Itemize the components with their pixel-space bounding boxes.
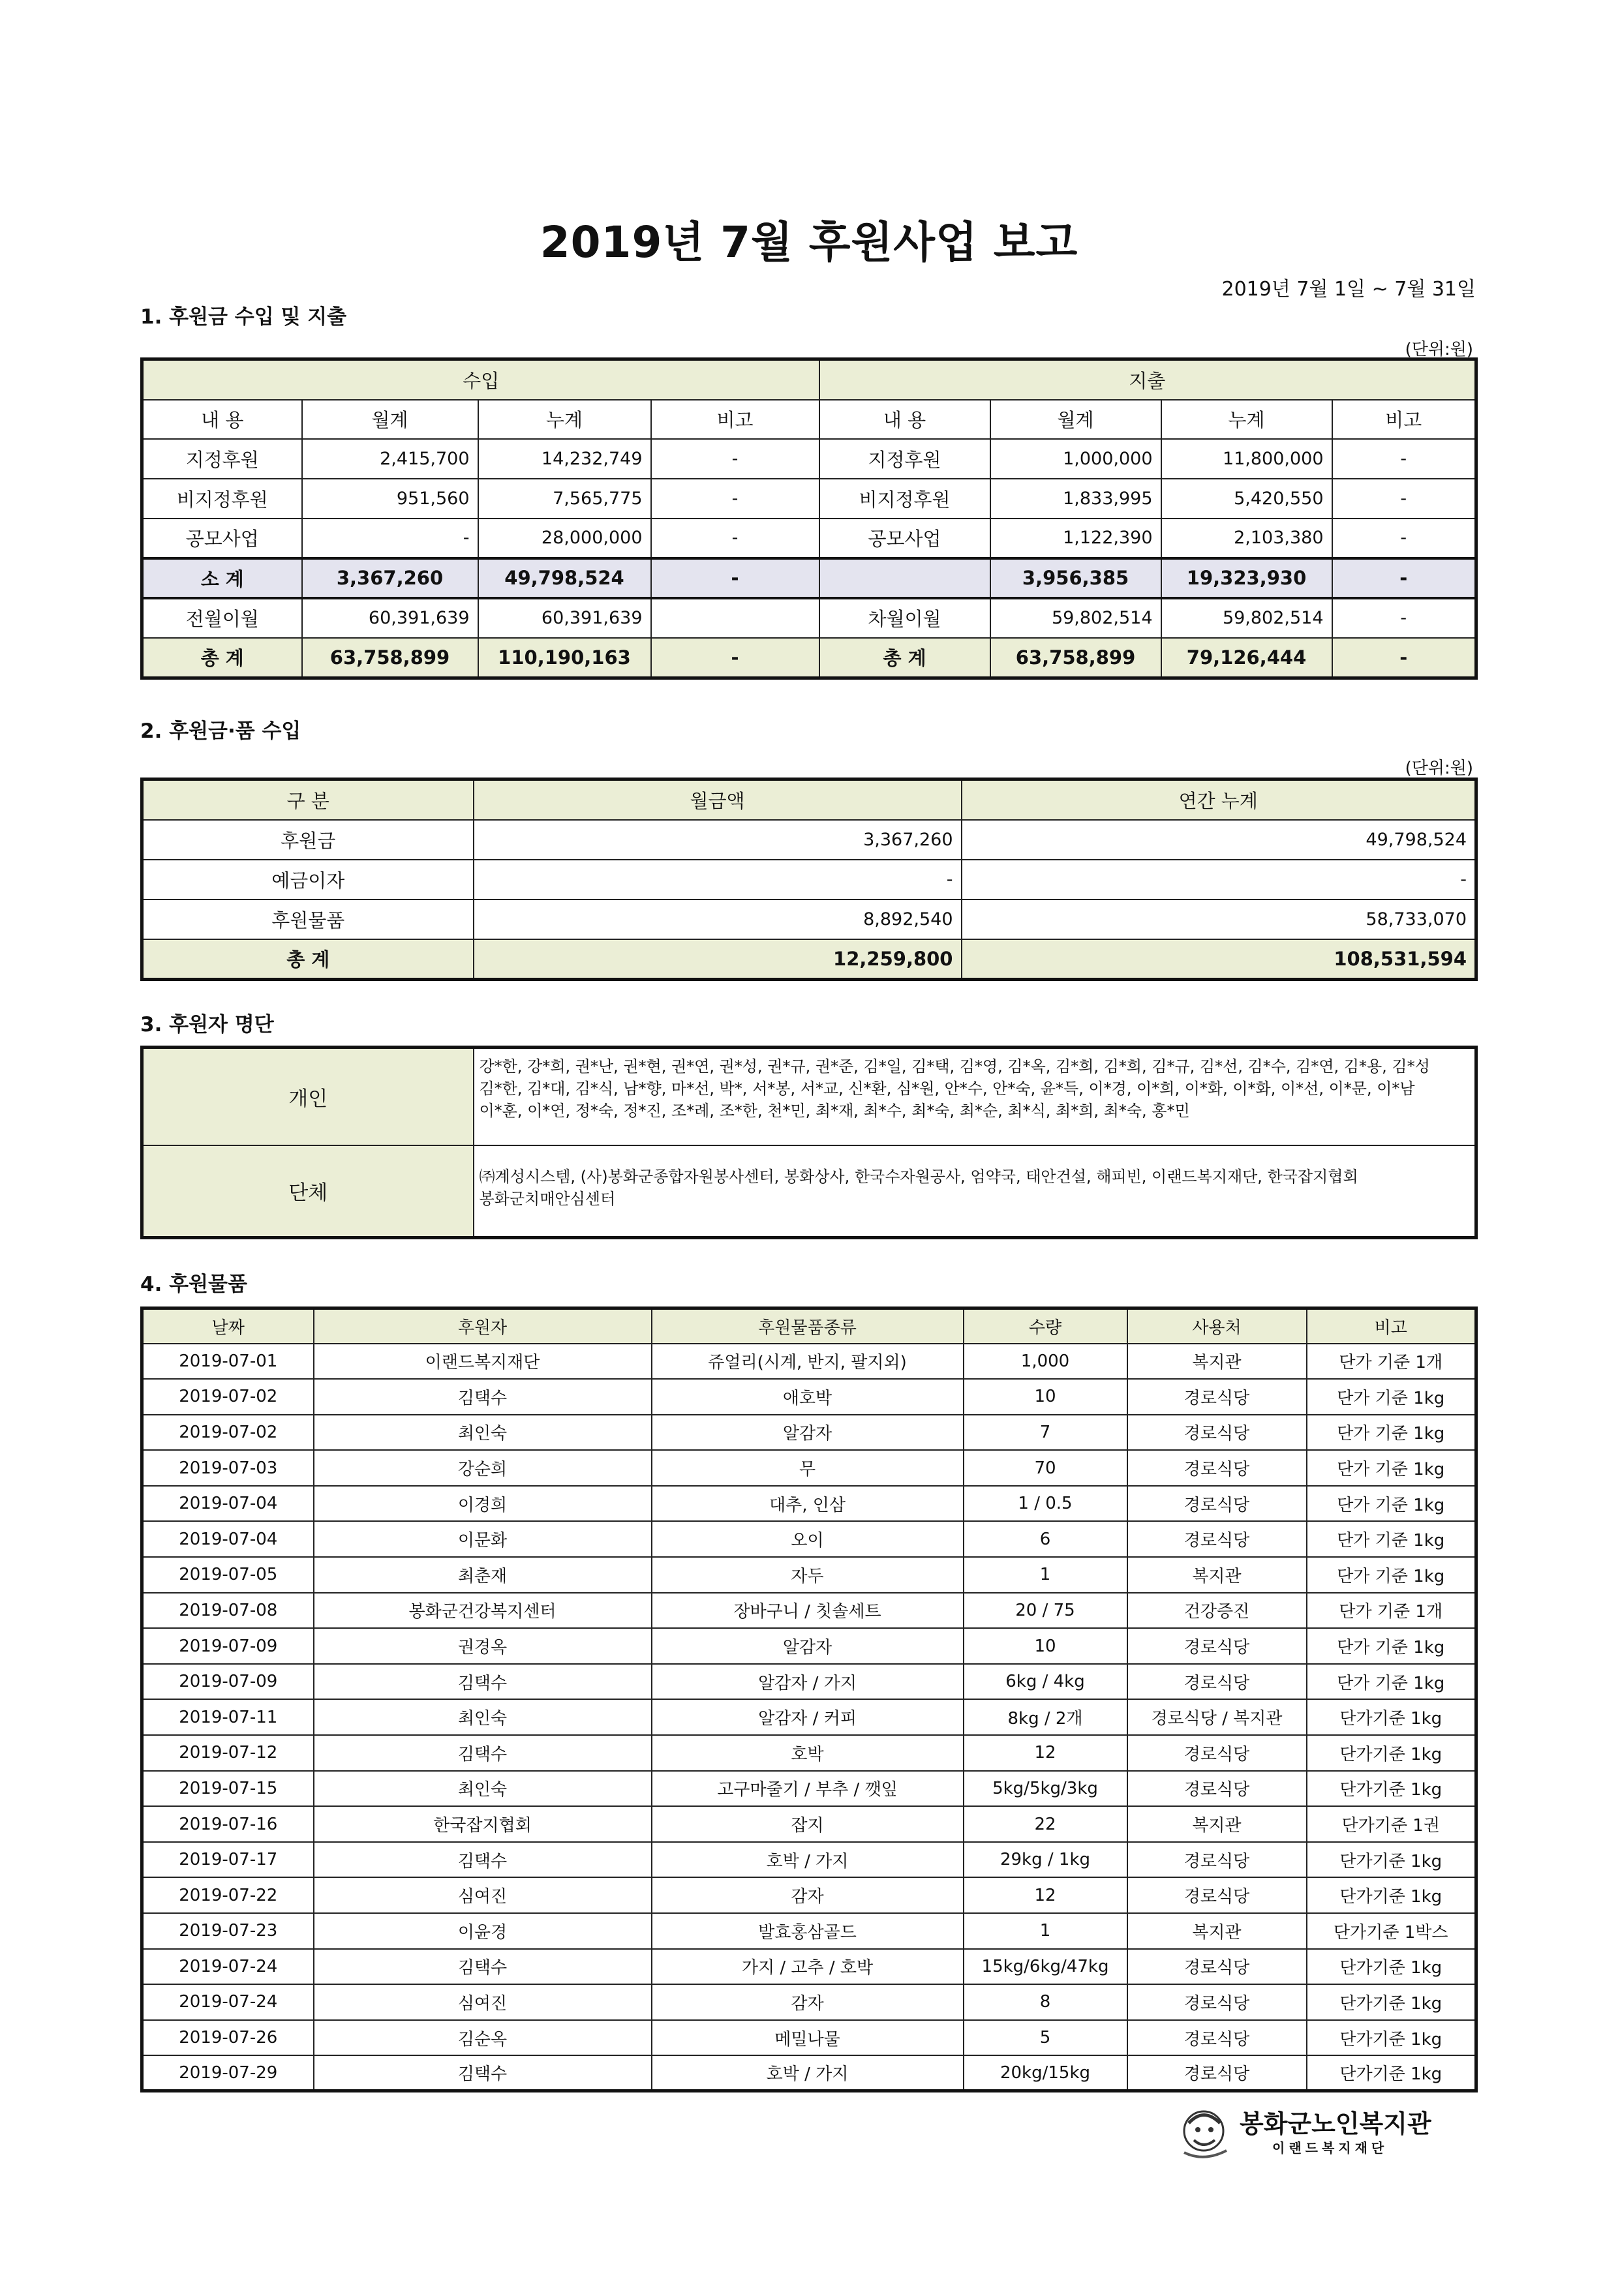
usage-cell: 복지관 xyxy=(1127,1344,1307,1380)
table-row xyxy=(142,479,1476,519)
logo-main-text: 봉화군노인복지관 xyxy=(1240,2109,1431,2138)
donor-list-table xyxy=(140,1046,1478,1239)
item-cell: 오이 xyxy=(652,1521,964,1557)
item-cell: 호박 / 가지 xyxy=(652,1842,964,1878)
date-cell: 2019-07-29 xyxy=(142,2055,314,2091)
table-row xyxy=(142,1984,1476,2020)
cell: 2,415,700 xyxy=(302,439,478,479)
table-row xyxy=(142,1842,1476,1878)
donor-line: 김*한, 김*대, 김*식, 남*향, 마*선, 박*, 서*봉, 서*교, 신*환, 심*원, 안*수, 안*숙, 윤*득, 이*경, 이*희, 이*화, 이*화, 이*선, 이*문, 이*남 xyxy=(479,1080,1415,1098)
table-row xyxy=(142,1521,1476,1557)
cell: - xyxy=(1332,439,1476,479)
total-row xyxy=(142,638,1476,678)
note-cell: 단가기준 1kg xyxy=(1307,1842,1476,1878)
qty-cell: 12 xyxy=(964,1877,1127,1913)
qty-cell: 8kg / 2개 xyxy=(964,1699,1127,1735)
note-cell: 단가 기준 1kg xyxy=(1307,1450,1476,1486)
donor-cell: 심여진 xyxy=(314,1877,652,1913)
usage-cell: 경로식당 xyxy=(1127,1628,1307,1664)
donor-cell: 김순옥 xyxy=(314,2020,652,2056)
qty-cell: 7 xyxy=(964,1415,1127,1451)
date-cell: 2019-07-03 xyxy=(142,1450,314,1486)
col-date: 날짜 xyxy=(142,1308,314,1344)
item-cell: 가지 / 고추 / 호박 xyxy=(652,1949,964,1985)
col-cum: 누계 xyxy=(478,400,651,439)
donor-cell: 김택수 xyxy=(314,2055,652,2091)
cell: - xyxy=(651,638,819,678)
donor-line: 봉화군치매안심센터 xyxy=(479,1189,616,1208)
row-label: 후원물품 xyxy=(142,899,474,939)
usage-cell: 경로식당 xyxy=(1127,1949,1307,1985)
note-cell: 단가 기준 1개 xyxy=(1307,1593,1476,1629)
col-donor: 후원자 xyxy=(314,1308,652,1344)
usage-cell: 경로식당 xyxy=(1127,1984,1307,2020)
date-cell: 2019-07-09 xyxy=(142,1664,314,1700)
note-cell: 단가기준 1kg xyxy=(1307,1877,1476,1913)
note-cell: 단가 기준 1개 xyxy=(1307,1344,1476,1380)
date-cell: 2019-07-12 xyxy=(142,1735,314,1771)
table-row xyxy=(142,1877,1476,1913)
elder-logo-icon xyxy=(1174,2104,1236,2162)
item-cell: 대추, 인삼 xyxy=(652,1486,964,1522)
note-cell: 단가기준 1박스 xyxy=(1307,1913,1476,1949)
table-row xyxy=(142,1486,1476,1522)
table-row xyxy=(142,1806,1476,1842)
qty-cell: 15kg/6kg/47kg xyxy=(964,1949,1127,1985)
date-cell: 2019-07-02 xyxy=(142,1415,314,1451)
table-row xyxy=(142,1415,1476,1451)
subtotal-row xyxy=(142,558,1476,598)
qty-cell: 70 xyxy=(964,1450,1127,1486)
note-cell: 단가기준 1kg xyxy=(1307,1735,1476,1771)
section2-unit: (단위:원) xyxy=(1405,759,1473,778)
item-cell: 잡지 xyxy=(652,1806,964,1842)
table-row xyxy=(142,1450,1476,1486)
date-cell: 2019-07-09 xyxy=(142,1628,314,1664)
date-cell: 2019-07-24 xyxy=(142,1984,314,2020)
date-cell: 2019-07-22 xyxy=(142,1877,314,1913)
cell: 63,758,899 xyxy=(990,638,1161,678)
qty-cell: 1 / 0.5 xyxy=(964,1486,1127,1522)
item-cell: 호박 xyxy=(652,1735,964,1771)
row-label: 차월이월 xyxy=(819,598,990,638)
usage-cell: 복지관 xyxy=(1127,1806,1307,1842)
item-cell: 감자 xyxy=(652,1984,964,2020)
cell: 49,798,524 xyxy=(478,558,651,598)
cell: 58,733,070 xyxy=(962,899,1476,939)
date-cell: 2019-07-01 xyxy=(142,1344,314,1380)
col-type: 구 분 xyxy=(142,779,474,820)
date-cell: 2019-07-05 xyxy=(142,1557,314,1593)
table-row xyxy=(142,2055,1476,2091)
cell: 1,833,995 xyxy=(990,479,1161,519)
cell: 7,565,775 xyxy=(478,479,651,519)
date-cell: 2019-07-17 xyxy=(142,1842,314,1878)
cell: 5,420,550 xyxy=(1161,479,1332,519)
row-label: 비지정후원 xyxy=(142,479,302,519)
donor-cell: 이경희 xyxy=(314,1486,652,1522)
donor-line: ㈜계성시스템, (사)봉화군종합자원봉사센터, 봉화상사, 한국수자원공사, 엄약국, 태안건설, 해피빈, 이랜드복지재단, 한국잡지협회 xyxy=(479,1167,1358,1186)
qty-cell: 20 / 75 xyxy=(964,1593,1127,1629)
date-cell: 2019-07-15 xyxy=(142,1771,314,1807)
donor-cell: 권경옥 xyxy=(314,1628,652,1664)
col-note: 비고 xyxy=(651,400,819,439)
note-cell: 단가 기준 1kg xyxy=(1307,1664,1476,1700)
usage-cell: 건강증진 xyxy=(1127,1593,1307,1629)
table-row xyxy=(142,860,1476,899)
cell: 19,323,930 xyxy=(1161,558,1332,598)
note-cell: 단가 기준 1kg xyxy=(1307,1415,1476,1451)
note-cell: 단가 기준 1kg xyxy=(1307,1521,1476,1557)
cell: 59,802,514 xyxy=(990,598,1161,638)
table-row xyxy=(142,1379,1476,1415)
item-cell: 호박 / 가지 xyxy=(652,2055,964,2091)
table-row xyxy=(142,1699,1476,1735)
row-label: 전월이월 xyxy=(142,598,302,638)
cell: - xyxy=(1332,519,1476,558)
date-cell: 2019-07-26 xyxy=(142,2020,314,2056)
item-cell: 메밀나물 xyxy=(652,2020,964,2056)
note-cell: 단가기준 1kg xyxy=(1307,2020,1476,2056)
qty-cell: 1,000 xyxy=(964,1344,1127,1380)
usage-cell: 경로식당 xyxy=(1127,1664,1307,1700)
col-note: 비고 xyxy=(1307,1308,1476,1344)
donor-cell: 최춘재 xyxy=(314,1557,652,1593)
usage-cell: 경로식당 xyxy=(1127,1379,1307,1415)
group-label: 단체 xyxy=(142,1145,474,1238)
cell: 12,259,800 xyxy=(474,939,962,980)
usage-cell: 경로식당 xyxy=(1127,1877,1307,1913)
donation-summary-table xyxy=(140,778,1478,981)
usage-cell: 경로식당 xyxy=(1127,1521,1307,1557)
note-cell: 단가 기준 1kg xyxy=(1307,1557,1476,1593)
usage-cell: 경로식당 xyxy=(1127,1735,1307,1771)
item-cell: 발효홍삼골드 xyxy=(652,1913,964,1949)
qty-cell: 6 xyxy=(964,1521,1127,1557)
cell: - xyxy=(302,519,478,558)
table-row xyxy=(142,899,1476,939)
table-row xyxy=(142,820,1476,860)
row-label xyxy=(819,558,990,598)
item-cell: 알감자 / 가지 xyxy=(652,1664,964,1700)
donor-line: 강*한, 강*희, 권*난, 권*현, 권*연, 권*성, 권*규, 권*준, 김*일, 김*택, 김*영, 김*옥, 김*희, 김*희, 김*규, 김*선, 김*수, 김*연, 김*용, 김*성 xyxy=(479,1057,1430,1076)
qty-cell: 29kg / 1kg xyxy=(964,1842,1127,1878)
cell: 951,560 xyxy=(302,479,478,519)
date-cell: 2019-07-24 xyxy=(142,1949,314,1985)
row-label: 후원금 xyxy=(142,820,474,860)
cell: 60,391,639 xyxy=(478,598,651,638)
cell: 60,391,639 xyxy=(302,598,478,638)
cell: - xyxy=(474,860,962,899)
income-header: 수입 xyxy=(142,359,819,400)
table-row xyxy=(142,1593,1476,1629)
donor-cell: 김택수 xyxy=(314,1735,652,1771)
cell: 110,190,163 xyxy=(478,638,651,678)
cell: - xyxy=(1332,558,1476,598)
col-item: 후원물품종류 xyxy=(652,1308,964,1344)
cell: - xyxy=(651,479,819,519)
donor-line: 이*훈, 이*연, 정*숙, 정*진, 조*례, 조*한, 천*민, 최*재, 최*수, 최*숙, 최*순, 최*식, 최*희, 최*숙, 홍*민 xyxy=(479,1102,1190,1120)
row-label: 지정후원 xyxy=(819,439,990,479)
total-row xyxy=(142,939,1476,980)
table-row xyxy=(142,519,1476,558)
note-cell: 단가 기준 1kg xyxy=(1307,1628,1476,1664)
section2-heading: 2. 후원금·품 수입 xyxy=(140,719,301,743)
table-row xyxy=(142,1664,1476,1700)
table-row xyxy=(142,439,1476,479)
table-row xyxy=(142,1628,1476,1664)
donor-cell: 강순희 xyxy=(314,1450,652,1486)
col-month: 월계 xyxy=(302,400,478,439)
cell: 1,000,000 xyxy=(990,439,1161,479)
cell: 1,122,390 xyxy=(990,519,1161,558)
donor-cell: 봉화군건강복지센터 xyxy=(314,1593,652,1629)
page-title: 2019년 7월 후원사업 보고 xyxy=(540,217,1078,267)
donor-cell: 이문화 xyxy=(314,1521,652,1557)
usage-cell: 경로식당 xyxy=(1127,2055,1307,2091)
cell: 63,758,899 xyxy=(302,638,478,678)
col-note: 비고 xyxy=(1332,400,1476,439)
table-row xyxy=(142,1557,1476,1593)
row-label: 공모사업 xyxy=(142,519,302,558)
item-cell: 알감자 xyxy=(652,1628,964,1664)
table-row xyxy=(142,1949,1476,1985)
note-cell: 단가 기준 1kg xyxy=(1307,1379,1476,1415)
note-cell: 단가 기준 1kg xyxy=(1307,1486,1476,1522)
cell: 14,232,749 xyxy=(478,439,651,479)
col-cum: 누계 xyxy=(1161,400,1332,439)
row-label: 지정후원 xyxy=(142,439,302,479)
cell: - xyxy=(1332,598,1476,638)
row-label: 공모사업 xyxy=(819,519,990,558)
report-period: 2019년 7월 1일 ~ 7월 31일 xyxy=(1221,278,1476,301)
item-cell: 애호박 xyxy=(652,1379,964,1415)
table-row xyxy=(142,1735,1476,1771)
col-qty: 수량 xyxy=(964,1308,1127,1344)
qty-cell: 12 xyxy=(964,1735,1127,1771)
qty-cell: 10 xyxy=(964,1628,1127,1664)
cell: 59,802,514 xyxy=(1161,598,1332,638)
item-cell: 쥬얼리(시계, 반지, 팔지외) xyxy=(652,1344,964,1380)
cell: 28,000,000 xyxy=(478,519,651,558)
usage-cell: 복지관 xyxy=(1127,1913,1307,1949)
donor-cell: 김택수 xyxy=(314,1949,652,1985)
usage-cell: 경로식당 / 복지관 xyxy=(1127,1699,1307,1735)
date-cell: 2019-07-16 xyxy=(142,1806,314,1842)
qty-cell: 1 xyxy=(964,1913,1127,1949)
section1-heading: 1. 후원금 수입 및 지출 xyxy=(140,305,347,329)
table-row xyxy=(142,2020,1476,2056)
note-cell: 단가기준 1kg xyxy=(1307,1949,1476,1985)
date-cell: 2019-07-08 xyxy=(142,1593,314,1629)
note-cell: 단가기준 1kg xyxy=(1307,1699,1476,1735)
donor-cell: 최인숙 xyxy=(314,1699,652,1735)
usage-cell: 경로식당 xyxy=(1127,1415,1307,1451)
table-row xyxy=(142,1771,1476,1807)
usage-cell: 경로식당 xyxy=(1127,1842,1307,1878)
row-label: 총 계 xyxy=(142,638,302,678)
cell: 3,367,260 xyxy=(474,820,962,860)
item-cell: 장바구니 / 칫솔세트 xyxy=(652,1593,964,1629)
qty-cell: 5 xyxy=(964,2020,1127,2056)
donor-cell: 한국잡지협회 xyxy=(314,1806,652,1842)
usage-cell: 경로식당 xyxy=(1127,1450,1307,1486)
qty-cell: 6kg / 4kg xyxy=(964,1664,1127,1700)
header-row xyxy=(142,1308,1476,1344)
cell: 108,531,594 xyxy=(962,939,1476,980)
donor-cell: 김택수 xyxy=(314,1842,652,1878)
note-cell: 단가기준 1kg xyxy=(1307,2055,1476,2091)
note-cell: 단가기준 1kg xyxy=(1307,1984,1476,2020)
row-label: 총 계 xyxy=(142,939,474,980)
usage-cell: 경로식당 xyxy=(1127,2020,1307,2056)
group-donor-list xyxy=(474,1145,1476,1238)
donor-cell: 최인숙 xyxy=(314,1415,652,1451)
col-usage: 사용처 xyxy=(1127,1308,1307,1344)
cell: - xyxy=(651,558,819,598)
usage-cell: 경로식당 xyxy=(1127,1771,1307,1807)
row-label: 비지정후원 xyxy=(819,479,990,519)
expense-header: 지출 xyxy=(819,359,1476,400)
cell: - xyxy=(1332,479,1476,519)
col-year: 연간 누계 xyxy=(962,779,1476,820)
col-month: 월계 xyxy=(990,400,1161,439)
donor-cell: 이랜드복지재단 xyxy=(314,1344,652,1380)
item-cell: 자두 xyxy=(652,1557,964,1593)
donated-goods-table xyxy=(140,1307,1478,2092)
table-row xyxy=(142,1913,1476,1949)
individual-donor-list xyxy=(474,1048,1476,1145)
qty-cell: 10 xyxy=(964,1379,1127,1415)
row-label: 소 계 xyxy=(142,558,302,598)
cell xyxy=(651,598,819,638)
donor-cell: 최인숙 xyxy=(314,1771,652,1807)
cell: - xyxy=(962,860,1476,899)
item-cell: 감자 xyxy=(652,1877,964,1913)
logo-sub-text: 이랜드복지재단 xyxy=(1272,2140,1388,2156)
table-row xyxy=(142,598,1476,638)
date-cell: 2019-07-11 xyxy=(142,1699,314,1735)
cell: 11,800,000 xyxy=(1161,439,1332,479)
qty-cell: 1 xyxy=(964,1557,1127,1593)
income-expense-table xyxy=(140,357,1478,680)
donor-cell: 김택수 xyxy=(314,1379,652,1415)
cell: 79,126,444 xyxy=(1161,638,1332,678)
cell: - xyxy=(651,519,819,558)
qty-cell: 20kg/15kg xyxy=(964,2055,1127,2091)
section3-heading: 3. 후원자 명단 xyxy=(140,1013,274,1036)
usage-cell: 경로식당 xyxy=(1127,1486,1307,1522)
row-label: 예금이자 xyxy=(142,860,474,899)
date-cell: 2019-07-23 xyxy=(142,1913,314,1949)
date-cell: 2019-07-02 xyxy=(142,1379,314,1415)
donor-cell: 김택수 xyxy=(314,1664,652,1700)
cell: 3,367,260 xyxy=(302,558,478,598)
date-cell: 2019-07-04 xyxy=(142,1486,314,1522)
usage-cell: 복지관 xyxy=(1127,1557,1307,1593)
date-cell: 2019-07-04 xyxy=(142,1521,314,1557)
col-content: 내 용 xyxy=(819,400,990,439)
item-cell: 고구마줄기 / 부추 / 깻잎 xyxy=(652,1771,964,1807)
col-content: 내 용 xyxy=(142,400,302,439)
cell: 8,892,540 xyxy=(474,899,962,939)
qty-cell: 5kg/5kg/3kg xyxy=(964,1771,1127,1807)
row-label: 총 계 xyxy=(819,638,990,678)
table-row xyxy=(142,1344,1476,1380)
cell: - xyxy=(1332,638,1476,678)
cell: 2,103,380 xyxy=(1161,519,1332,558)
note-cell: 단가기준 1kg xyxy=(1307,1771,1476,1807)
section4-heading: 4. 후원물품 xyxy=(140,1273,247,1296)
donor-cell: 이윤경 xyxy=(314,1913,652,1949)
col-month: 월금액 xyxy=(474,779,962,820)
donor-cell: 심여진 xyxy=(314,1984,652,2020)
note-cell: 단가기준 1권 xyxy=(1307,1806,1476,1842)
qty-cell: 22 xyxy=(964,1806,1127,1842)
section1-unit: (단위:원) xyxy=(1405,340,1473,359)
cell: 3,956,385 xyxy=(990,558,1161,598)
individual-label: 개인 xyxy=(142,1048,474,1145)
cell: 49,798,524 xyxy=(962,820,1476,860)
item-cell: 알감자 / 커피 xyxy=(652,1699,964,1735)
qty-cell: 8 xyxy=(964,1984,1127,2020)
cell: - xyxy=(651,439,819,479)
logo xyxy=(1174,2104,1448,2162)
item-cell: 알감자 xyxy=(652,1415,964,1451)
item-cell: 무 xyxy=(652,1450,964,1486)
